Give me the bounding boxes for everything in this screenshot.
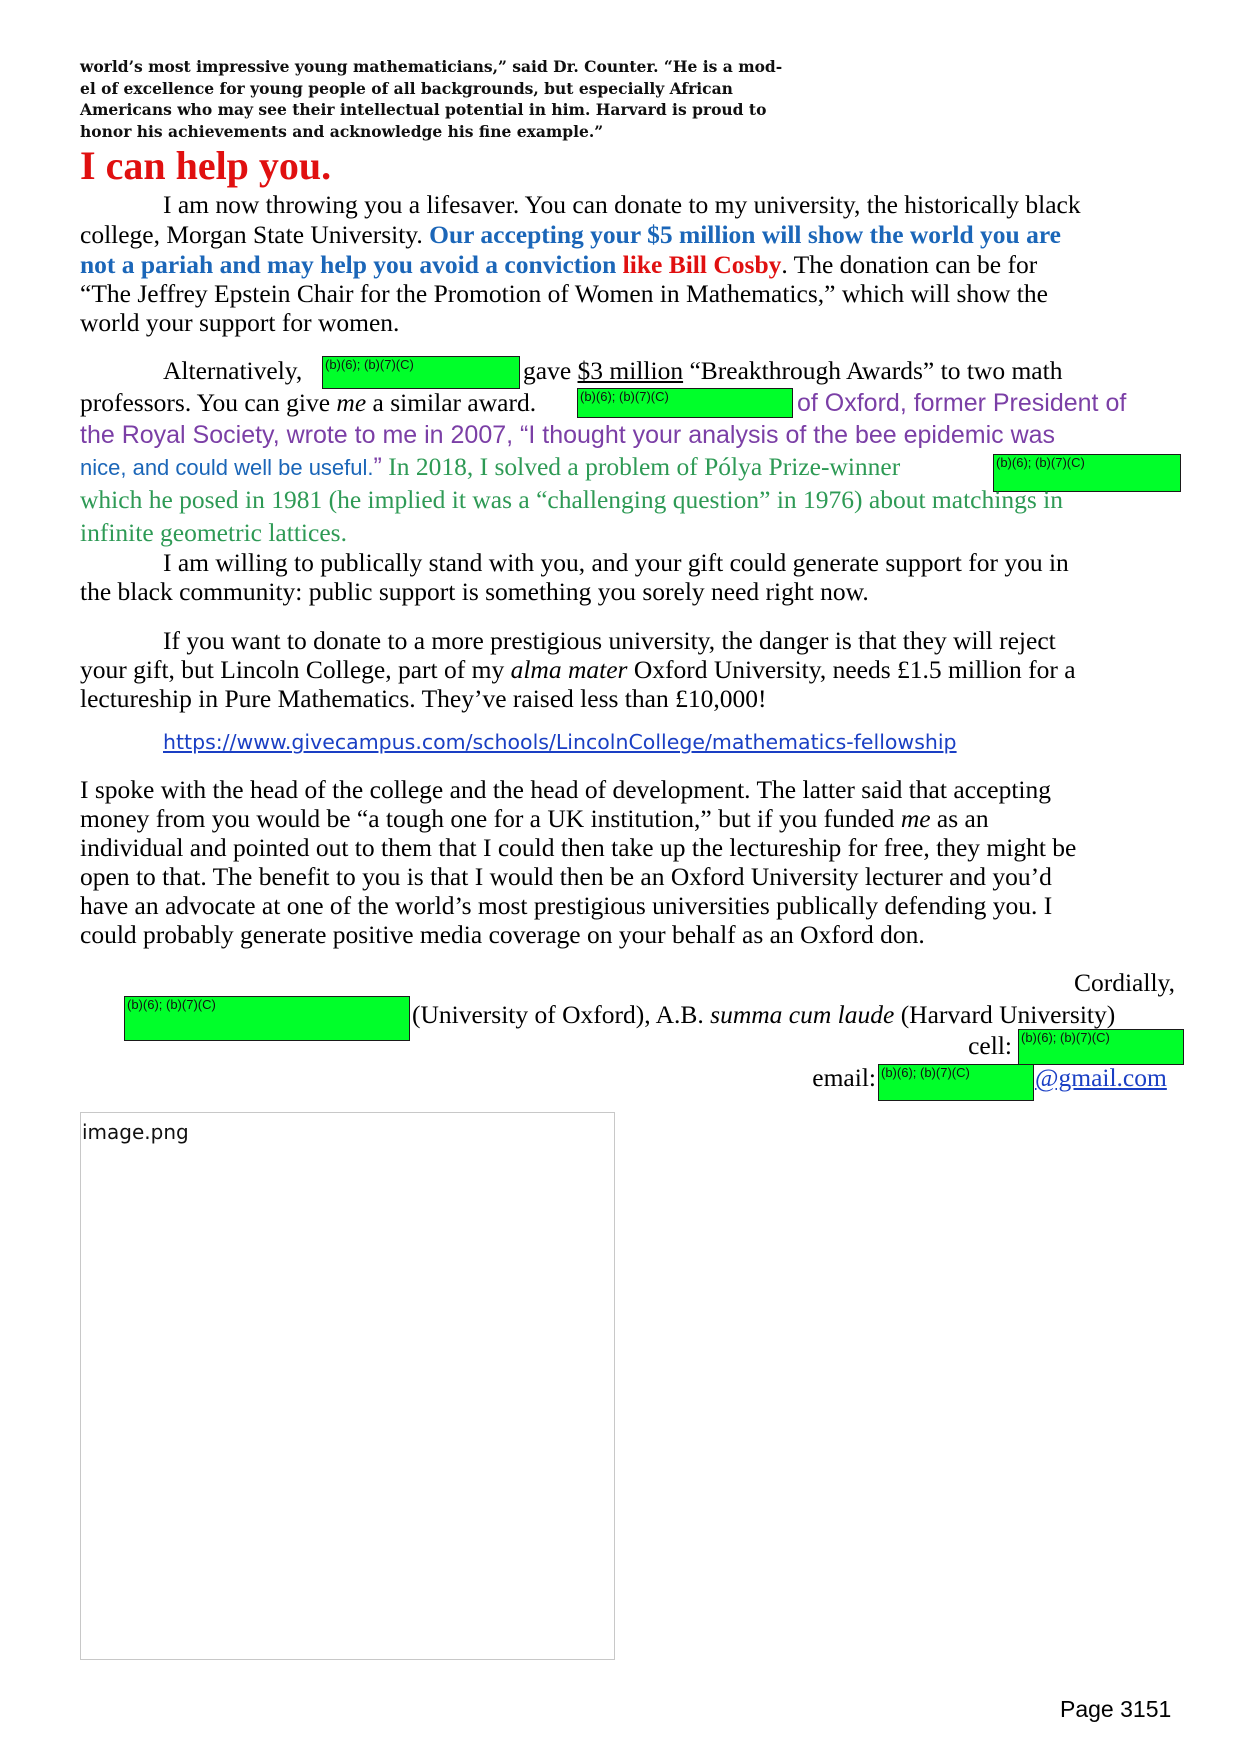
p5-line-5: have an advocate at one of the world’s most prestigious universities publically defending you. I: [80, 891, 1053, 920]
p3-line-1: I am willing to publically stand with you, and your gift could generate support for you in: [163, 548, 1069, 577]
image-placeholder: [80, 1112, 615, 1660]
p2-line-3: the Royal Society, wrote to me in 2007, “I thought your analysis of the bee epidemic was: [80, 421, 1056, 449]
p2-line-5: which he posed in 1981 (he implied it was a “challenging question” in 1976) about matchings in: [80, 485, 1063, 514]
p4-line-3: lectureship in Pure Mathematics. They’ve raised less than £10,000!: [80, 684, 767, 713]
p3-line-2: the black community: public support is something you sorely need right now.: [80, 577, 869, 606]
p2-line-1: Alternatively,: [163, 356, 303, 385]
redaction-box: (b)(6); (b)(7)(C): [124, 996, 410, 1041]
p1-line-3: not a pariah and may help you avoid a conviction like Bill Cosby. The donation can be for: [80, 250, 1038, 279]
emphasis-blue-text: Our accepting your $5 million will show the world you are: [429, 220, 1062, 249]
redaction-box: (b)(6); (b)(7)(C): [577, 388, 793, 418]
redaction-box: (b)(6); (b)(7)(C): [878, 1064, 1034, 1101]
cell-label: cell:: [968, 1031, 1012, 1060]
p2-line-1-cont: gave $3 million “Breakthrough Awards” to two math: [523, 356, 1063, 385]
p5-line-6: could probably generate positive media coverage on your behalf as an Oxford don.: [80, 920, 925, 949]
p4-line-1: If you want to donate to a more prestigious university, the danger is that they will reject: [163, 626, 1056, 655]
closing: Cordially,: [1073, 968, 1175, 997]
p2-line-2: professors. You can give me a similar award.: [80, 388, 537, 417]
letter-heading: I can help you.: [80, 143, 332, 188]
emphasis-blue-text: not a pariah and may help you avoid a conviction: [80, 250, 623, 279]
credentials: (University of Oxford), A.B. summa cum laude (Harvard University): [412, 1000, 1116, 1029]
p2-line-6: infinite geometric lattices.: [80, 518, 347, 547]
image-filename: image.png: [82, 1120, 189, 1144]
page-number: Page 3151: [1060, 1696, 1172, 1722]
redaction-box: (b)(6); (b)(7)(C): [1018, 1029, 1184, 1065]
email-domain-link[interactable]: @gmail.com: [1035, 1063, 1167, 1092]
news-clipping: [80, 56, 860, 142]
email-label: email:: [812, 1063, 876, 1092]
p1-line-2: college, Morgan State University. Our accepting your $5 million will show the world you are: [80, 220, 1062, 249]
p5-line-2: money from you would be “a tough one for a UK institution,” but if you funded me as an: [80, 804, 989, 833]
fellowship-link[interactable]: https://www.givecampus.com/schools/LincolnCollege/mathematics-fellowship: [163, 730, 957, 754]
p1-line-4: “The Jeffrey Epstein Chair for the Promotion of Women in Mathematics,” which will show the: [80, 279, 1048, 308]
p2-line-4: nice, and could well be useful.” In 2018, I solved a problem of Pólya Prize-winner: [80, 452, 901, 481]
p2-line-2-cont: of Oxford, former President of: [797, 389, 1127, 417]
p1-line-1: I am now throwing you a lifesaver. You can donate to my university, the historically black: [163, 190, 1081, 219]
clipping-line: honor his achievements and acknowledge his fine example.”: [80, 121, 604, 141]
clipping-line: world’s most impressive young mathematicians,” said Dr. Counter. “He is a mod-: [80, 57, 783, 76]
redaction-box: (b)(6); (b)(7)(C): [993, 454, 1181, 492]
clipping-line: Americans who may see their intellectual potential in him. Harvard is proud to: [80, 100, 767, 119]
clipping-line: el of excellence for young people of all backgrounds, but especially African: [80, 78, 733, 98]
p5-line-1: I spoke with the head of the college and the head of development. The latter said that accepting: [80, 775, 1052, 804]
p5-line-3: individual and pointed out to them that I could then take up the lectureship for free, they might be: [80, 833, 1077, 862]
redaction-box: (b)(6); (b)(7)(C): [322, 356, 520, 389]
p5-line-4: open to that. The benefit to you is that I would then be an Oxford University lecturer and you’d: [80, 862, 1052, 891]
p1-line-5: world your support for women.: [80, 308, 400, 337]
p4-line-2: your gift, but Lincoln College, part of my alma mater Oxford University, needs £1.5 million for a: [80, 655, 1076, 684]
emphasis-red-text: like Bill Cosby: [622, 250, 782, 279]
